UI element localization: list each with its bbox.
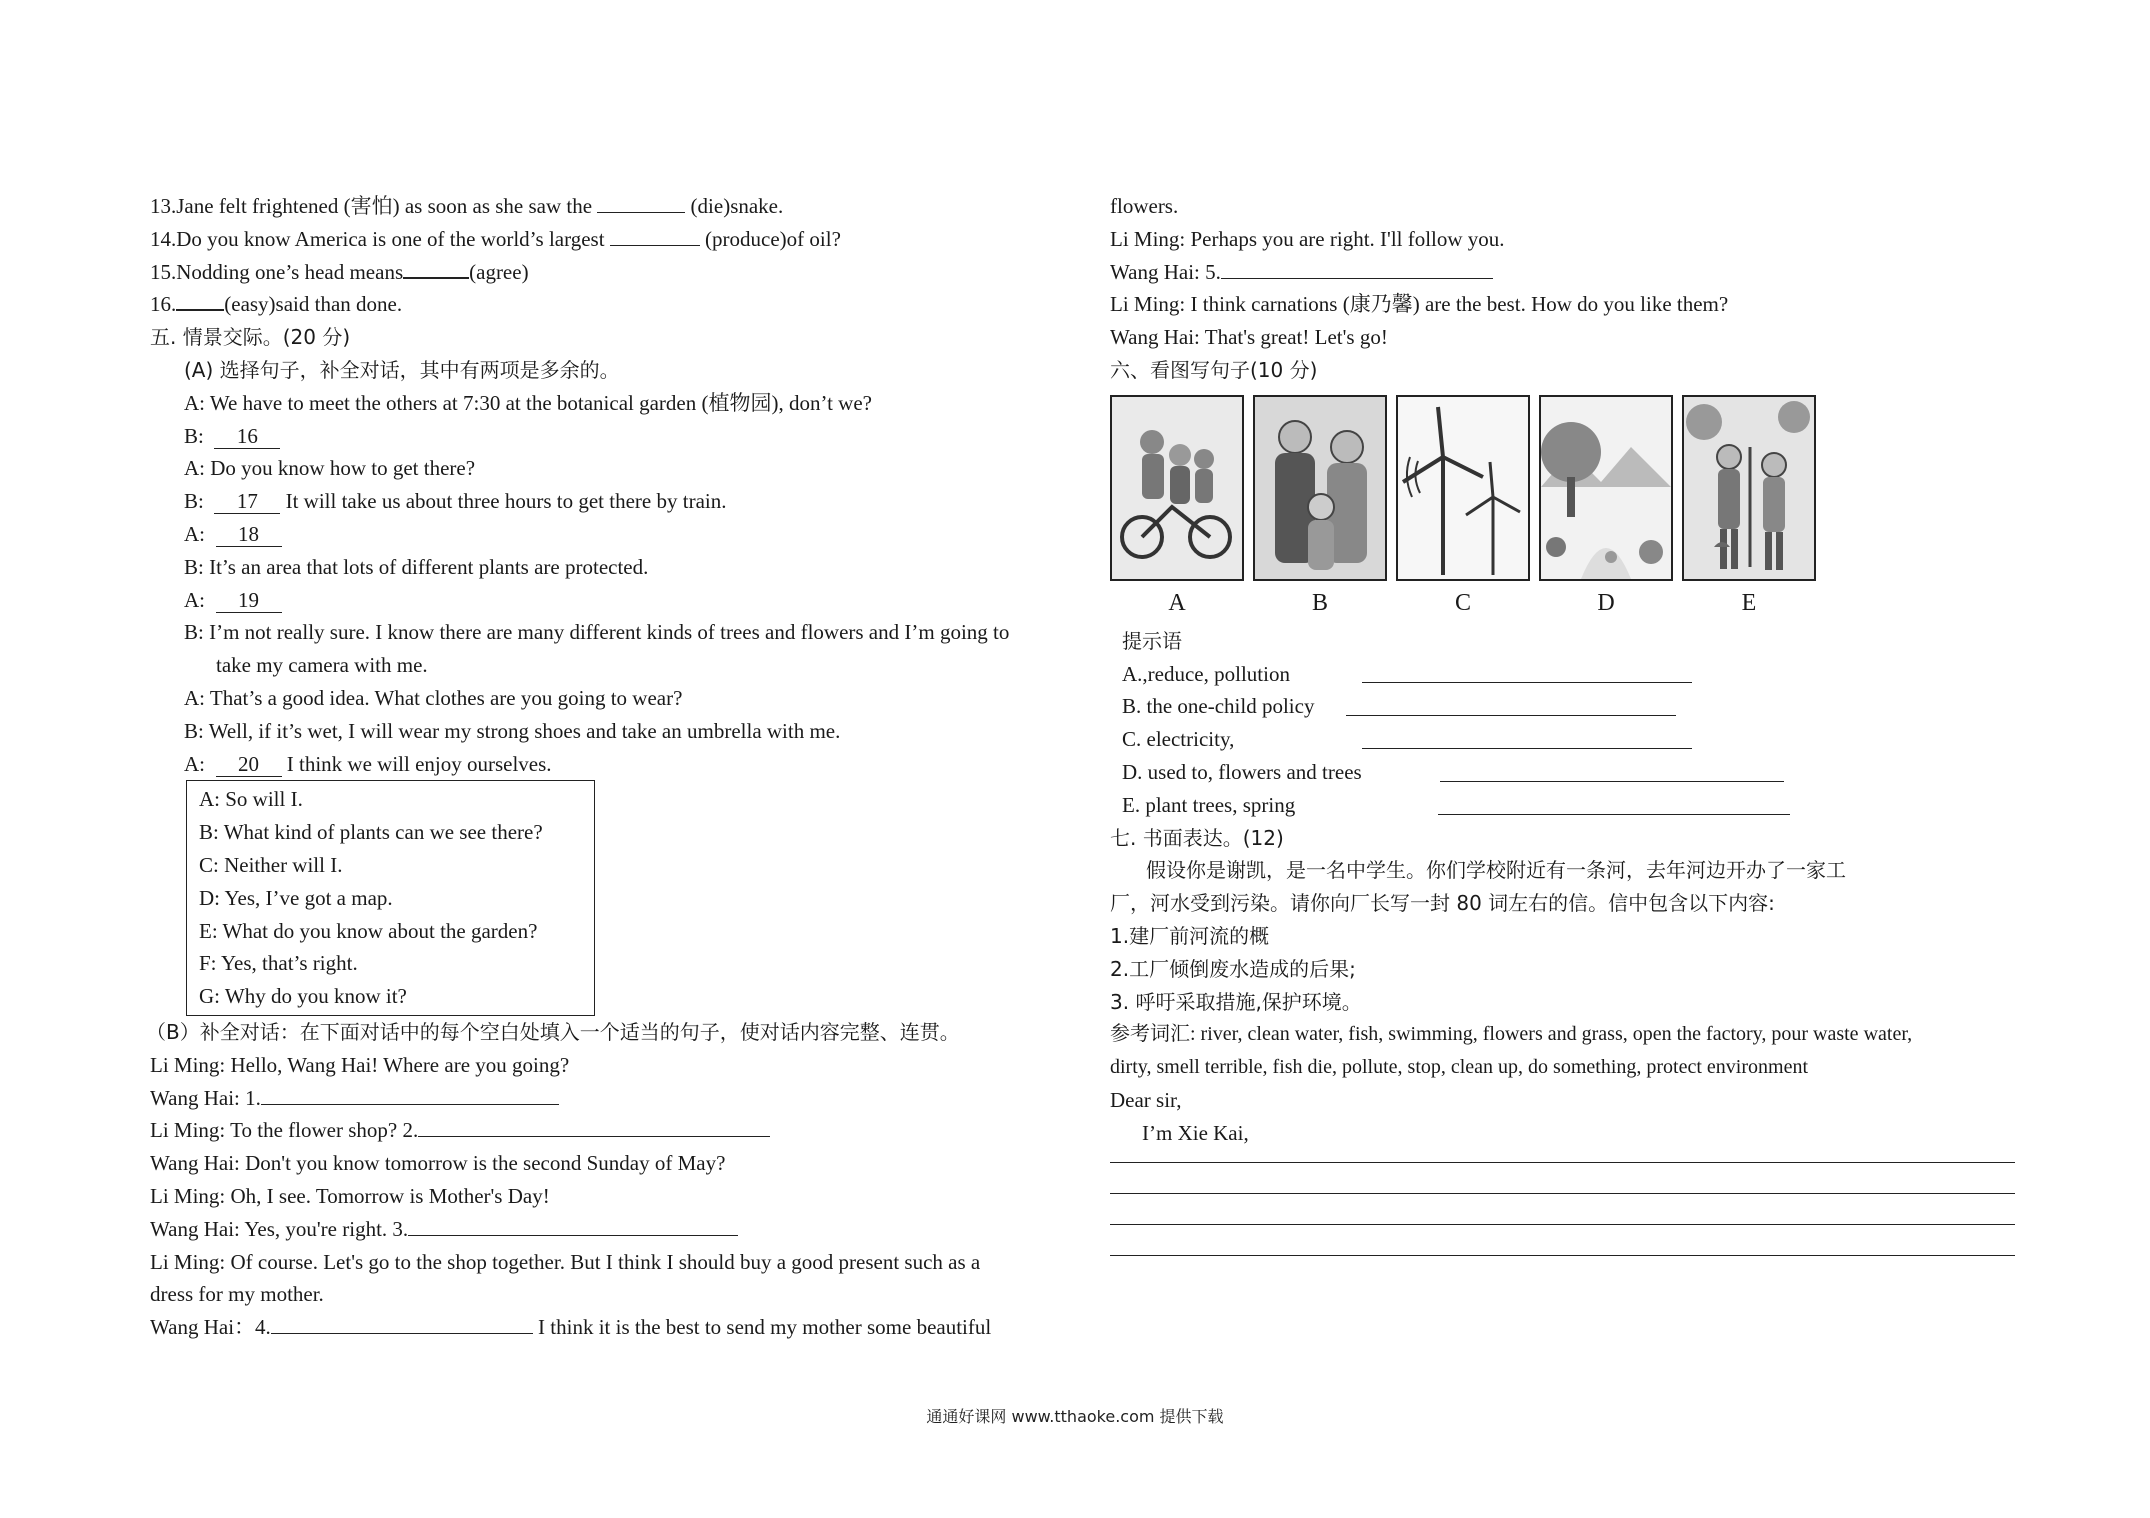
page-footer: 通通好课网 www.tthaoke.com 提供下载 <box>926 1407 1224 1426</box>
dialog-line: A: 19 <box>150 584 1065 617</box>
dialog-line: B: Well, if it’s wet, I will wear my strong shoes and take an umbrella with me. <box>184 718 841 743</box>
writing-prompt: 厂，河水受到污染。请你向厂长写一封 80 词左右的信。信中包含以下内容: <box>1110 891 1775 916</box>
option-item: B: What kind of plants can we see there? <box>199 820 543 845</box>
option-item: E: What do you know about the garden? <box>199 918 538 943</box>
dialog-line: Wang Hai: That's great! Let's go! <box>1110 325 1388 350</box>
picture-a <box>1110 395 1244 581</box>
picture-label: E <box>1741 589 1757 616</box>
question-13: 13.Jane felt frightened (害怕) as soon as she saw the (die)snake. <box>150 194 784 218</box>
answer-blank[interactable] <box>261 1084 559 1105</box>
picture-c <box>1396 395 1530 581</box>
planting-trees-illustration <box>1684 397 1814 579</box>
section-6-title: 六、看图写句子(10 分) <box>1110 357 1318 382</box>
blank-17[interactable]: 17 <box>214 489 280 514</box>
vocabulary-line: dirty, smell terrible, fish die, pollute, stop, clean up, do something, protect environment <box>1110 1056 1808 1079</box>
options-box <box>186 780 595 1016</box>
hint-row: C. electricity, <box>1110 723 2025 756</box>
blank-18[interactable]: 18 <box>216 522 282 547</box>
question-14: 14.Do you know America is one of the world’s largest (produce)of oil? <box>150 226 841 251</box>
question-16: 16. (easy)said than done. <box>150 288 1065 321</box>
option-item: A: So will I. <box>199 787 303 812</box>
blank-16[interactable]: 16 <box>214 424 280 449</box>
picture-e <box>1682 395 1816 581</box>
dialog-line: dress for my mother. <box>150 1282 324 1307</box>
letter-salutation: Dear sir, <box>1110 1087 1182 1112</box>
wind-turbine-illustration <box>1398 397 1528 579</box>
picture-d <box>1539 395 1673 581</box>
answer-blank[interactable] <box>597 192 685 213</box>
dialog-line: Li Ming: Hello, Wang Hai! Where are you going? <box>150 1052 570 1077</box>
picture-label: D <box>1597 589 1615 616</box>
answer-line[interactable] <box>1440 763 1784 782</box>
writing-line[interactable] <box>1110 1163 2015 1194</box>
hint-row: A.,reduce, pollution <box>1110 658 2025 691</box>
writing-point: 2.工厂倾倒废水造成的后果; <box>1110 956 1356 981</box>
dialog-line: Wang Hai: 1. <box>150 1082 1065 1115</box>
answer-blank[interactable] <box>176 289 224 311</box>
writing-point: 3. 呼吁采取措施,保护环境。 <box>1110 989 1362 1014</box>
writing-prompt: 假设你是谢凯，是一名中学生。你们学校附近有一条河，去年河边开办了一家工 <box>1146 858 1846 883</box>
hint-row: E. plant trees, spring <box>1110 789 2025 822</box>
vocabulary-line: 参考词汇: river, clean water, fish, swimming, flowers and grass, open the factory, pour waste water, <box>1110 1023 1913 1046</box>
writing-line[interactable] <box>1110 1150 2015 1163</box>
dialog-line: A: 20 I think we will enjoy ourselves. <box>184 751 552 776</box>
question-15: 15.Nodding one’s head means (agree) <box>150 256 1065 289</box>
dialog-line: A: We have to meet the others at 7:30 at the botanical garden (植物园), don’t we? <box>184 390 872 415</box>
picture-labels <box>1110 581 2025 625</box>
dialog-line: Li Ming: I think carnations (康乃馨) are the best. How do you like them? <box>1110 292 1729 317</box>
picture-b <box>1253 395 1387 581</box>
option-item: D: Yes, I’ve got a map. <box>199 885 393 910</box>
answer-line[interactable] <box>1346 697 1676 716</box>
blank-20[interactable]: 20 <box>216 752 282 777</box>
motorcycle-family-illustration <box>1112 397 1242 579</box>
writing-line[interactable] <box>1110 1194 2015 1225</box>
dialog-line: B: It’s an area that lots of different plants are protected. <box>184 554 649 579</box>
picture-row <box>1110 395 2025 581</box>
writing-line[interactable] <box>1110 1225 2015 1256</box>
blank-19[interactable]: 19 <box>216 588 282 613</box>
option-item: F: Yes, that’s right. <box>199 951 358 976</box>
dialog-line: B: I’m not really sure. I know there are many different kinds of trees and flowers and I’m going to <box>184 620 1010 645</box>
dialog-line: A: Do you know how to get there? <box>184 456 476 481</box>
dialog-line: A: 18 <box>150 518 1065 551</box>
answer-blank[interactable] <box>408 1215 738 1236</box>
dialog-line: B: 16 <box>150 420 1065 453</box>
answer-blank[interactable] <box>610 225 700 246</box>
dialog-line: Li Ming: Oh, I see. Tomorrow is Mother's Day! <box>150 1183 550 1208</box>
section-5-title: 五. 情景交际。(20 分) <box>150 325 351 350</box>
answer-line[interactable] <box>1362 730 1692 749</box>
answer-blank[interactable] <box>271 1313 533 1334</box>
dialog-line: Wang Hai: 5. <box>1110 256 2025 289</box>
option-item: C: Neither will I. <box>199 852 343 877</box>
dialog-line: Wang Hai：4. I think it is the best to send my mother some beautiful <box>150 1315 992 1340</box>
dialog-line: flowers. <box>1110 194 1179 218</box>
dialog-line: A: That’s a good idea. What clothes are you going to wear? <box>184 685 683 710</box>
letter-opening: I’m Xie Kai, <box>1142 1120 1249 1145</box>
answer-blank[interactable] <box>403 257 469 279</box>
picture-label: C <box>1454 589 1471 616</box>
dialog-line: Li Ming: Of course. Let's go to the shop together. But I think I should buy a good present such as a <box>150 1249 981 1274</box>
answer-blank[interactable] <box>418 1116 770 1137</box>
picture-label: A <box>1168 589 1186 616</box>
hint-title: 提示语 <box>1122 628 1182 653</box>
part-b-instruction: （B）补全对话：在下面对话中的每个空白处填入一个适当的句子，使对话内容完整、连贯。 <box>146 1019 960 1044</box>
family-illustration <box>1255 397 1385 579</box>
option-item: G: Why do you know it? <box>199 984 407 1009</box>
writing-point: 1.建厂前河流的概 <box>1110 923 1270 948</box>
dialog-line: Li Ming: Perhaps you are right. I'll follow you. <box>1110 226 1505 251</box>
picture-label: B <box>1311 589 1328 616</box>
section-7-title: 七. 书面表达。(12) <box>1110 825 1284 850</box>
right-column <box>1110 190 2025 1256</box>
hint-row: D. used to, flowers and trees <box>1110 756 2025 789</box>
part-a-instruction: (A) 选择句子，补全对话，其中有两项是多余的。 <box>184 357 620 382</box>
dialog-line: Wang Hai: Don't you know tomorrow is the second Sunday of May? <box>150 1151 726 1176</box>
left-column <box>146 190 1065 1344</box>
answer-line[interactable] <box>1362 664 1692 683</box>
dialog-line: take my camera with me. <box>216 653 428 678</box>
landscape-illustration <box>1541 397 1671 579</box>
answer-line[interactable] <box>1438 796 1790 815</box>
answer-blank[interactable] <box>1221 258 1493 279</box>
dialog-line: B: 17 It will take us about three hours to get there by train. <box>184 489 727 514</box>
dialog-line: Li Ming: To the flower shop? 2. <box>150 1114 1065 1147</box>
dialog-line: Wang Hai: Yes, you're right. 3. <box>150 1213 1065 1246</box>
hint-row: B. the one-child policy <box>1110 690 2025 723</box>
